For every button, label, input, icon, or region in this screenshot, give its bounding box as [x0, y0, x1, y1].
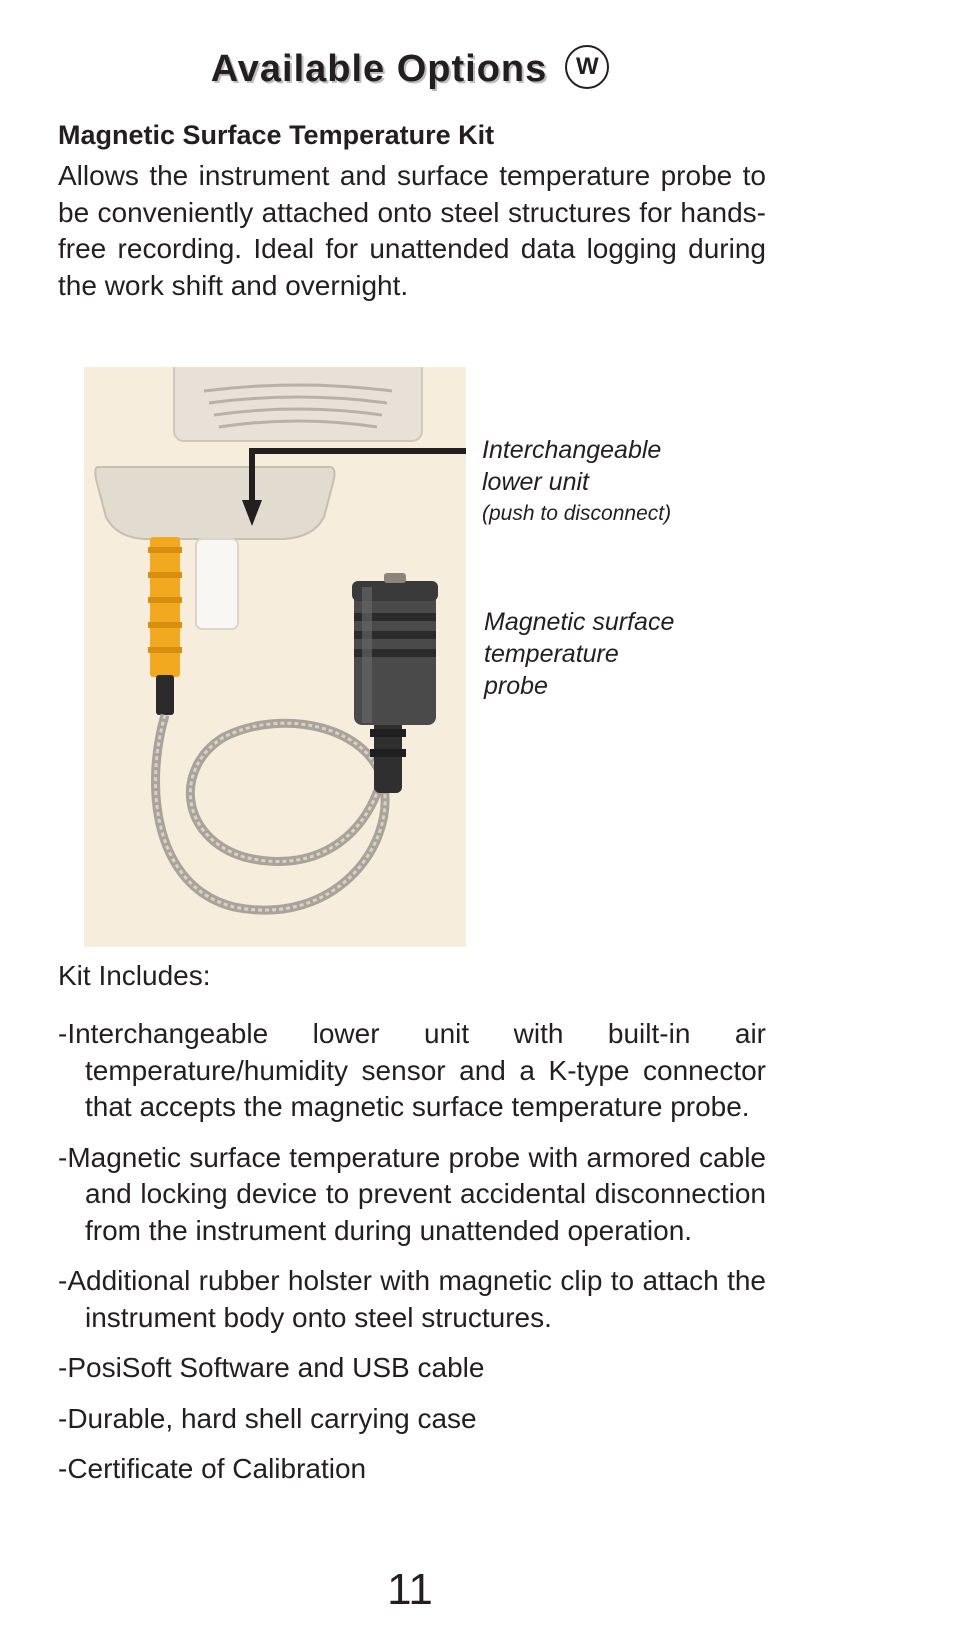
- callout-lower-unit: [482, 434, 671, 530]
- kit-includes-label: Kit Includes:: [58, 960, 211, 991]
- page-title-text: Available Options: [210, 48, 548, 90]
- kit-item: -PosiSoft Software and USB cable: [58, 1352, 485, 1383]
- kit-item: -Certificate of Calibration: [58, 1453, 367, 1484]
- section-heading: Magnetic Surface Temperature Kit: [58, 120, 495, 150]
- kit-list: [58, 1016, 766, 1502]
- kit-item: -Magnetic surface temperature probe with armored cable and locking device to prevent accidental disconnection from the instrument during unattended operation.: [58, 1141, 766, 1246]
- kit-item: -Interchangeable lower unit with built-in air temperature/humidity sensor and a K-type connector that accepts the magnetic surface temperature probe.: [58, 1018, 766, 1122]
- intro-paragraph: Allows the instrument and surface temperature probe to be conveniently attached onto steel structures for hands-free recording. Ideal for unattended data logging during the work shift and overnight.: [58, 160, 766, 301]
- callout-lower-unit-note: (push to disconnect): [482, 502, 672, 525]
- w-badge-icon: W: [565, 45, 609, 89]
- callout-lower-unit-line1: Interchangeable: [482, 436, 662, 464]
- callout-probe: [484, 606, 674, 702]
- callout-probe-line2: temperature: [484, 640, 619, 668]
- page-number: 11: [387, 1565, 433, 1614]
- callout-probe-line1: Magnetic surface: [484, 608, 675, 636]
- kit-item: -Additional rubber holster with magnetic clip to attach the instrument body onto steel structures.: [58, 1265, 766, 1333]
- kit-item: -Durable, hard shell carrying case: [58, 1402, 477, 1434]
- callout-lower-unit-line2: lower unit: [482, 468, 589, 496]
- callout-probe-line3: probe: [484, 672, 548, 700]
